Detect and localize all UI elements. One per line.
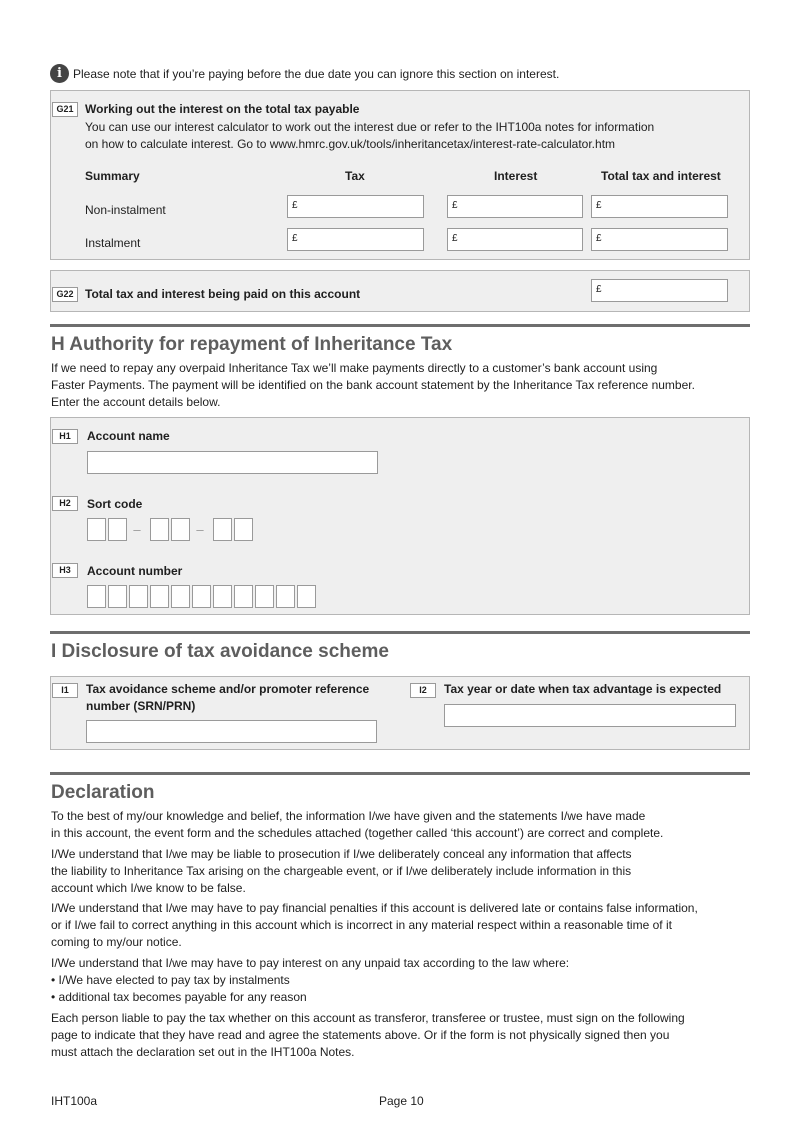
section-h-intro-line3: Enter the account details below. (51, 395, 221, 409)
declaration-rule (50, 772, 750, 775)
sort-code-separator: – (196, 522, 204, 537)
declaration-line: I/We understand that I/we may have to pay financial penalties if this account is delivered late or contains false information, (51, 901, 698, 915)
account-number-digit-box[interactable] (87, 585, 106, 608)
section-h-intro-line1: If we need to repay any overpaid Inheritance Tax we’ll make payments directly to a customer’s bank account using (51, 361, 658, 375)
section-i-rule (50, 631, 750, 634)
declaration-line: Each person liable to pay the tax whether on this account as transferor, transferee or trustee, must sign on the following (51, 1011, 685, 1025)
declaration-line: To the best of my/our knowledge and belief, the information I/we have given and the statements I/we have made (51, 809, 646, 823)
g22-label: Total tax and interest being paid on this account (85, 287, 361, 301)
tax-year-input[interactable] (444, 704, 736, 727)
declaration-paragraph-5 (51, 1010, 751, 1061)
i1-label-line1: Tax avoidance scheme and/or promoter reference (86, 682, 370, 696)
instalment-interest-field[interactable] (447, 228, 583, 251)
declaration-paragraph-4 (51, 955, 751, 1006)
sort-code-input[interactable] (87, 518, 257, 541)
g21-panel (50, 90, 750, 260)
sort-code-digit-box[interactable] (171, 518, 190, 541)
sort-code-separator: – (133, 522, 141, 537)
h2-code: H2 (52, 496, 78, 511)
declaration-bullet: • additional tax becomes payable for any reason (51, 990, 307, 1004)
currency-symbol: £ (292, 200, 298, 211)
declaration-line: in this account, the event form and the schedules attached (together called ‘this account’) are correct and complete. (51, 826, 664, 840)
h1-code: H1 (52, 429, 78, 444)
instalment-total-field[interactable] (591, 228, 728, 251)
footer-form-code: IHT100a (51, 1094, 98, 1108)
row-label-instalment: Instalment (85, 236, 141, 250)
non-instalment-total-field[interactable] (591, 195, 728, 218)
declaration-line: or if I/we fail to correct anything in this account which is incorrect in any material respect within a reasonable time of it (51, 918, 672, 932)
section-h-heading: H Authority for repayment of Inheritance Tax (51, 334, 453, 355)
sort-code-digit-box[interactable] (234, 518, 253, 541)
declaration-paragraph-3 (51, 900, 751, 951)
sort-code-digit-box[interactable] (108, 518, 127, 541)
scheme-reference-input[interactable] (86, 720, 377, 743)
account-number-digit-box[interactable] (213, 585, 232, 608)
declaration-line: I/We understand that I/we may be liable to prosecution if I/we deliberately conceal any information that affects (51, 847, 632, 861)
interest-note-text: Please note that if you’re paying before the due date you can ignore this section on interest. (73, 67, 560, 81)
g21-title: Working out the interest on the total tax payable (85, 102, 360, 116)
currency-symbol: £ (596, 200, 602, 211)
section-i-panel (50, 676, 750, 750)
declaration-line: I/We understand that I/we may have to pay interest on any unpaid tax according to the law where: (51, 956, 570, 970)
sort-code-digit-box[interactable] (213, 518, 232, 541)
i2-code: I2 (410, 683, 436, 698)
account-number-input[interactable] (87, 585, 317, 608)
declaration-paragraph-2 (51, 846, 751, 897)
currency-symbol: £ (596, 284, 602, 295)
section-h-rule (50, 324, 750, 327)
h1-label: Account name (87, 429, 170, 443)
account-number-digit-box[interactable] (192, 585, 211, 608)
declaration-bullet: • I/We have elected to pay tax by instalments (51, 973, 290, 987)
non-instalment-tax-field[interactable] (287, 195, 424, 218)
footer-page-number: Page 10 (379, 1094, 424, 1108)
account-number-digit-box[interactable] (171, 585, 190, 608)
section-h-intro (51, 360, 751, 411)
declaration-heading: Declaration (51, 782, 155, 803)
col-total-header: Total tax and interest (601, 169, 721, 183)
g22-panel (50, 270, 750, 312)
g21-code: G21 (52, 102, 78, 117)
sort-code-digit-box[interactable] (87, 518, 106, 541)
h2-label: Sort code (87, 497, 143, 511)
section-h-panel (50, 417, 750, 615)
section-h-intro-line2: Faster Payments. The payment will be identified on the bank account statement by the Inheritance Tax reference number. (51, 378, 695, 392)
declaration-line: coming to my/our notice. (51, 935, 182, 949)
account-name-input[interactable] (87, 451, 378, 474)
i1-label-line2: number (SRN/PRN) (86, 699, 196, 713)
row-label-non-instalment: Non-instalment (85, 203, 166, 217)
g22-code: G22 (52, 287, 78, 302)
g21-help-line1: You can use our interest calculator to work out the interest due or refer to the IHT100a notes for information (85, 120, 655, 134)
section-i-heading: I Disclosure of tax avoidance scheme (51, 641, 389, 662)
h3-label: Account number (87, 564, 183, 578)
sort-code-digit-box[interactable] (150, 518, 169, 541)
account-number-digit-box[interactable] (108, 585, 127, 608)
declaration-line: the liability to Inheritance Tax arising on the chargeable event, or if I/we deliberately include information in this (51, 864, 632, 878)
col-interest-header: Interest (494, 169, 538, 183)
instalment-tax-field[interactable] (287, 228, 424, 251)
account-number-digit-box[interactable] (297, 585, 316, 608)
account-number-digit-box[interactable] (255, 585, 274, 608)
declaration-line: must attach the declaration set out in the IHT100a Notes. (51, 1045, 355, 1059)
g21-help-line2: on how to calculate interest. Go to www.hmrc.gov.uk/tools/inheritancetax/interest-rate-calculator.htm (85, 137, 616, 151)
account-number-digit-box[interactable] (150, 585, 169, 608)
info-icon: i (50, 64, 69, 83)
col-tax-header: Tax (345, 169, 365, 183)
h3-code: H3 (52, 563, 78, 578)
declaration-line: account which I/we know to be false. (51, 881, 246, 895)
declaration-line: page to indicate that they have read and agree the statements above. Or if the form is not physically signed then you (51, 1028, 670, 1042)
currency-symbol: £ (292, 233, 298, 244)
g22-total-field[interactable] (591, 279, 728, 302)
currency-symbol: £ (452, 233, 458, 244)
i1-code: I1 (52, 683, 78, 698)
currency-symbol: £ (452, 200, 458, 211)
col-summary-header: Summary (85, 169, 140, 183)
account-number-digit-box[interactable] (129, 585, 148, 608)
account-number-digit-box[interactable] (276, 585, 295, 608)
declaration-paragraph-1 (51, 808, 751, 842)
currency-symbol: £ (596, 233, 602, 244)
non-instalment-interest-field[interactable] (447, 195, 583, 218)
account-number-digit-box[interactable] (234, 585, 253, 608)
i2-label: Tax year or date when tax advantage is expected (444, 682, 722, 696)
